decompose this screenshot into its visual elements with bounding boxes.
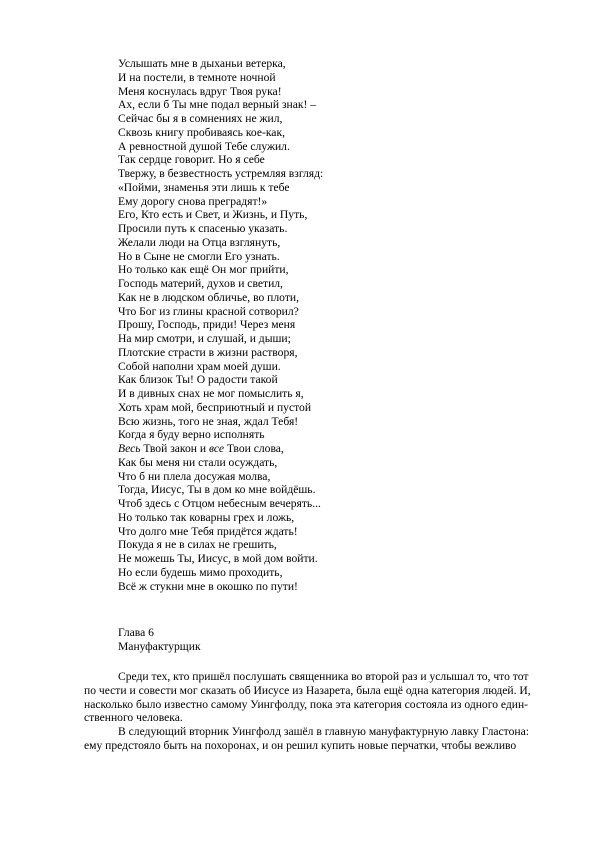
poem-line: Чтоб здесь с Отцом небесным вечерять... [118,497,321,510]
poem-line: Меня коснулась вдруг Твоя рука! [118,84,282,98]
poem-line: Тогда, Иисус, Ты в дом ко мне войдёшь. [118,483,316,497]
poem-line: Ах, если б Ты мне подал верный знак! – [118,98,317,112]
poem-line: Прошу, Господь, приди! Через меня [118,318,296,332]
poem-line: Но только как ещё Он мог прийти, [118,263,289,277]
poem-line: Как бы меня ни стали осуждать, [118,455,278,469]
emphasis: все [208,442,225,455]
paragraph-line: Среди тех, кто пришёл послушать священника во второй раз и услышал то, что тот [118,670,529,683]
chapter-number: Глава 6 [118,626,154,639]
poem-line: Хоть храм мой, бесприютный и пустой [118,400,312,414]
poem-line: Покуда я не в силах не грешить, [118,538,277,552]
paragraph-line: по чести и совести мог сказать об Иисусе из Назарета, была ещё одна категория людей. И, [84,683,531,697]
paragraph-line: ственного человека. [84,711,183,725]
poem-line: Как близок Ты! О радости такой [118,373,278,387]
chapter-heading [118,626,518,654]
poem-line: «Пойми, знаменья эти лишь к тебе [118,180,290,194]
poem-line: Господь материй, духов и светил, [118,277,283,290]
poem-line: Что Бог из глины красной сотворил? [118,304,299,318]
paragraph-line: В следующий вторник Уингфолд зашёл в главную мануфактурную лавку Гластона: [118,725,529,739]
prose-block [84,670,530,753]
poem-line: Что долго мне Тебя придётся ждать! [118,524,298,538]
poem-line: Но если будешь мимо проходить, [118,565,283,579]
poem-text: Твой закон и [140,442,209,455]
poem-line: А ревностной душой Тебе служил. [118,139,290,153]
poem-line: Но в Сыне не смогли Его узнать. [118,249,280,263]
poem-line: Что б ни плела досужая молва, [118,469,271,483]
poem-line: Сейчас бы я в сомнениях не жил, [118,112,283,125]
poem-line: И на постели, в темноте ночной [118,70,276,84]
poem-line: Когда я буду верно исполнять [118,428,265,442]
paragraph-line: насколько было известно самому Уингфолду, пока эта категория состояла из одного един- [84,697,529,711]
poem-line: Услышать мне в дыханьи ветерка, [118,57,286,70]
poem-line: Как не в людском обличье, во плоти, [118,290,299,304]
poem-line: И в дивных снах не мог помыслить я, [118,387,304,400]
poem-line-mixed [118,442,518,456]
poem-line: Его, Кто есть и Свет, и Жизнь, и Путь, [118,208,308,222]
poem-line: Желали люди на Отца взглянуть, [118,235,281,249]
emphasis: Весь [118,442,141,455]
paragraph-line: ему предстояло быть на похоронах, и он решил купить новые перчатки, чтобы вежливо [84,738,517,752]
chapter-title: Мануфактурщик [118,640,201,653]
poem-line: Собой наполни храм моей души. [118,359,281,373]
poem-line: Ему дорогу снова преградят!» [118,194,268,208]
poem-line: Плотские страсти в жизни растворя, [118,345,298,359]
poem-line: Не можешь Ты, Иисус, в мой дом войти. [118,552,318,565]
poem-line: Всё ж стукни мне в окошко по пути! [118,579,298,593]
poem-line: Но только так коварны грех и ложь, [118,510,295,524]
poem-line: Так сердце говорит. Но я себе [118,153,265,167]
poem-block [118,57,518,593]
poem-line: Сквозь книгу пробиваясь кое-как, [118,125,285,139]
poem-line: Всю жизнь, того не зная, ждал Тебя! [118,414,299,428]
poem-line: Твержу, в безвестность устремляя взгляд: [118,167,324,180]
poem-text: Твои слова, [224,442,284,455]
poem-line: Просили путь к спасенью указать. [118,222,288,235]
poem-line: На мир смотри, и слушай, и дыши; [118,332,291,345]
